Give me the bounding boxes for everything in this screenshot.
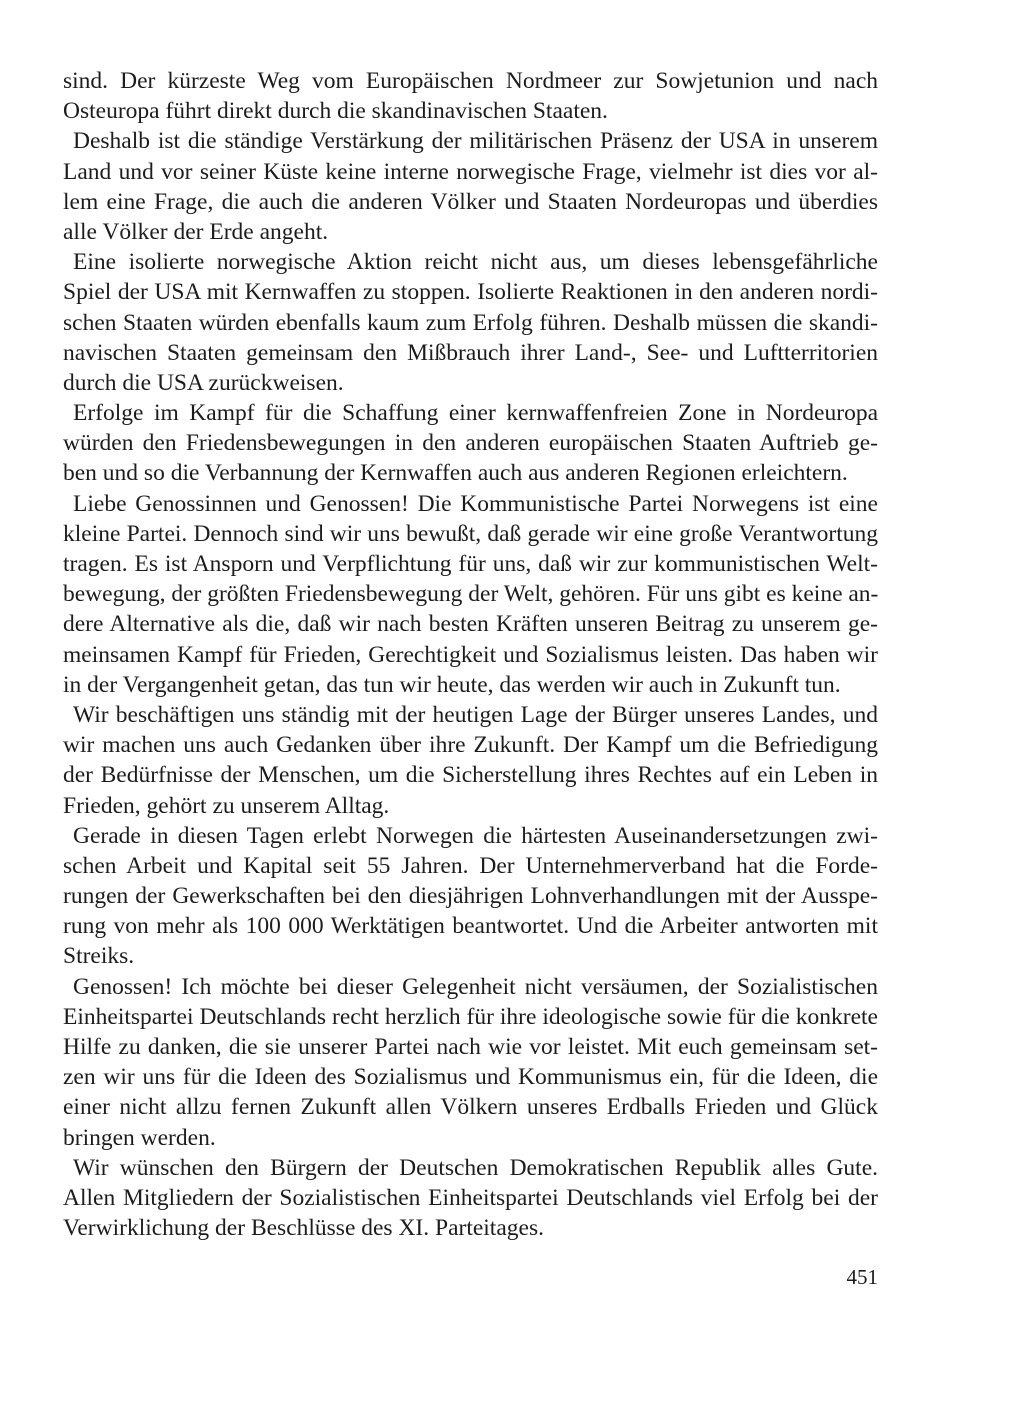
text-line: lem eine Frage, die auch die anderen Völker und Staaten Nordeuropas und überdies [63,188,878,215]
text-line: in der Vergangenheit getan, das tun wir heute, das werden wir auch in Zukunft tun. [63,671,841,698]
text-line: einer nicht allzu fernen Zukunft allen Völkern unseres Erdballs Frieden und Glück [63,1094,878,1121]
paragraph [63,247,878,398]
text-line: Wir beschäftigen uns ständig mit der heutigen Lage der Bürger unseres Landes, und [73,701,878,728]
text-line: Einheitspartei Deutschlands recht herzlich für ihre ideologische sowie für die konkrete [63,1003,878,1030]
text-line: bewegung, der größten Friedensbewegung der Welt, gehören. Für uns gibt es keine an- [63,581,879,608]
text-line: Spiel der USA mit Kernwaffen zu stoppen. Isolierte Reaktionen in den anderen nordi- [63,279,878,306]
text-line: kleine Partei. Dennoch sind wir uns bewußt, daß gerade wir eine große Verantwortung [63,520,878,547]
text-line: Land und vor seiner Küste keine interne norwegische Frage, vielmehr ist dies vor al- [63,158,878,185]
paragraph [63,489,878,700]
text-line: Frieden, gehört zu unserem Alltag. [63,792,390,819]
text-line: Hilfe zu danken, die sie unserer Partei nach wie vor leistet. Mit euch gemeinsam set- [63,1034,878,1060]
text-line: schen Staaten würden ebenfalls kaum zum Erfolg führen. Deshalb müssen die skandi- [63,309,878,336]
text-line: schen Arbeit und Kapital seit 55 Jahren. Der Unternehmerverband hat die Forde- [63,852,878,879]
text-line: Deshalb ist die ständige Verstärkung der militärischen Präsenz der USA in unserem [73,128,878,155]
text-line: zen wir uns für die Ideen des Sozialismus und Kommunismus ein, für die Ideen, die [63,1064,878,1091]
text-line: Osteuropa führt direkt durch die skandinavischen Staaten. [63,98,608,125]
text-line: alle Völker der Erde angeht. [63,218,329,245]
text-line: rungen der Gewerkschaften bei den diesjährigen Lohnverhandlungen mit der Ausspe- [63,883,878,910]
text-line: würden den Friedensbewegungen in den anderen europäischen Staaten Auftrieb ge- [63,430,878,457]
text-line: durch die USA zurückweisen. [63,369,344,396]
text-line: Streiks. [63,943,135,970]
text-line: Verwirklichung der Beschlüsse des XI. Parteitages. [63,1215,544,1242]
text-line: tragen. Es ist Ansporn und Verpflichtung für uns, daß wir zur kommunistischen Welt- [63,551,878,577]
text-line: rung von mehr als 100 000 Werktätigen beantwortet. Und die Arbeiter antworten mit [63,913,878,940]
text-line: Gerade in diesen Tagen erlebt Norwegen die härtesten Auseinandersetzungen zwi- [73,822,878,849]
text-line: meinsamen Kampf für Frieden, Gerechtigkeit und Sozialismus leisten. Das haben wir [63,641,878,668]
paragraph [63,972,878,1153]
text-line: dere Alternative als die, daß wir nach besten Kräften unseren Beitrag zu unserem ge- [63,611,878,638]
text-line: wir machen uns auch Gedanken über ihre Zukunft. Der Kampf um die Befriedigung [63,732,878,759]
text-line: Allen Mitgliedern der Sozialistischen Einheitspartei Deutschlands viel Erfolg bei der [63,1184,878,1211]
paragraph [63,1153,878,1244]
paragraph [63,700,878,821]
paragraph [63,821,878,972]
text-line: Wir wünschen den Bürgern der Deutschen Demokratischen Republik alles Gute. [73,1154,878,1181]
page-body [63,66,878,1243]
text-line: bringen werden. [63,1124,216,1151]
page-number: 451 [846,1265,878,1289]
text-line: der Bedürfnisse der Menschen, um die Sicherstellung ihres Rechtes auf ein Leben in [63,762,878,789]
text-line: Genossen! Ich möchte bei dieser Gelegenheit nicht versäumen, der Sozialistischen [73,973,878,1000]
text-line: Liebe Genossinnen und Genossen! Die Kommunistische Partei Norwegens ist eine [73,490,878,517]
text-line: Eine isolierte norwegische Aktion reicht nicht aus, um dieses lebensgefährliche [73,249,878,276]
paragraph [63,126,878,247]
paragraph [63,398,878,489]
paragraph [63,66,878,126]
text-line: ben und so die Verbannung der Kernwaffen auch aus anderen Regionen erleichtern. [63,460,848,487]
text-line: sind. Der kürzeste Weg vom Europäischen Nordmeer zur Sowjetunion und nach [63,68,878,94]
text-line: Erfolge im Kampf für die Schaffung einer kernwaffenfreien Zone in Nordeuropa [73,400,878,427]
text-line: navischen Staaten gemeinsam den Mißbrauch ihrer Land-, See- und Luftterritorien [63,339,878,366]
